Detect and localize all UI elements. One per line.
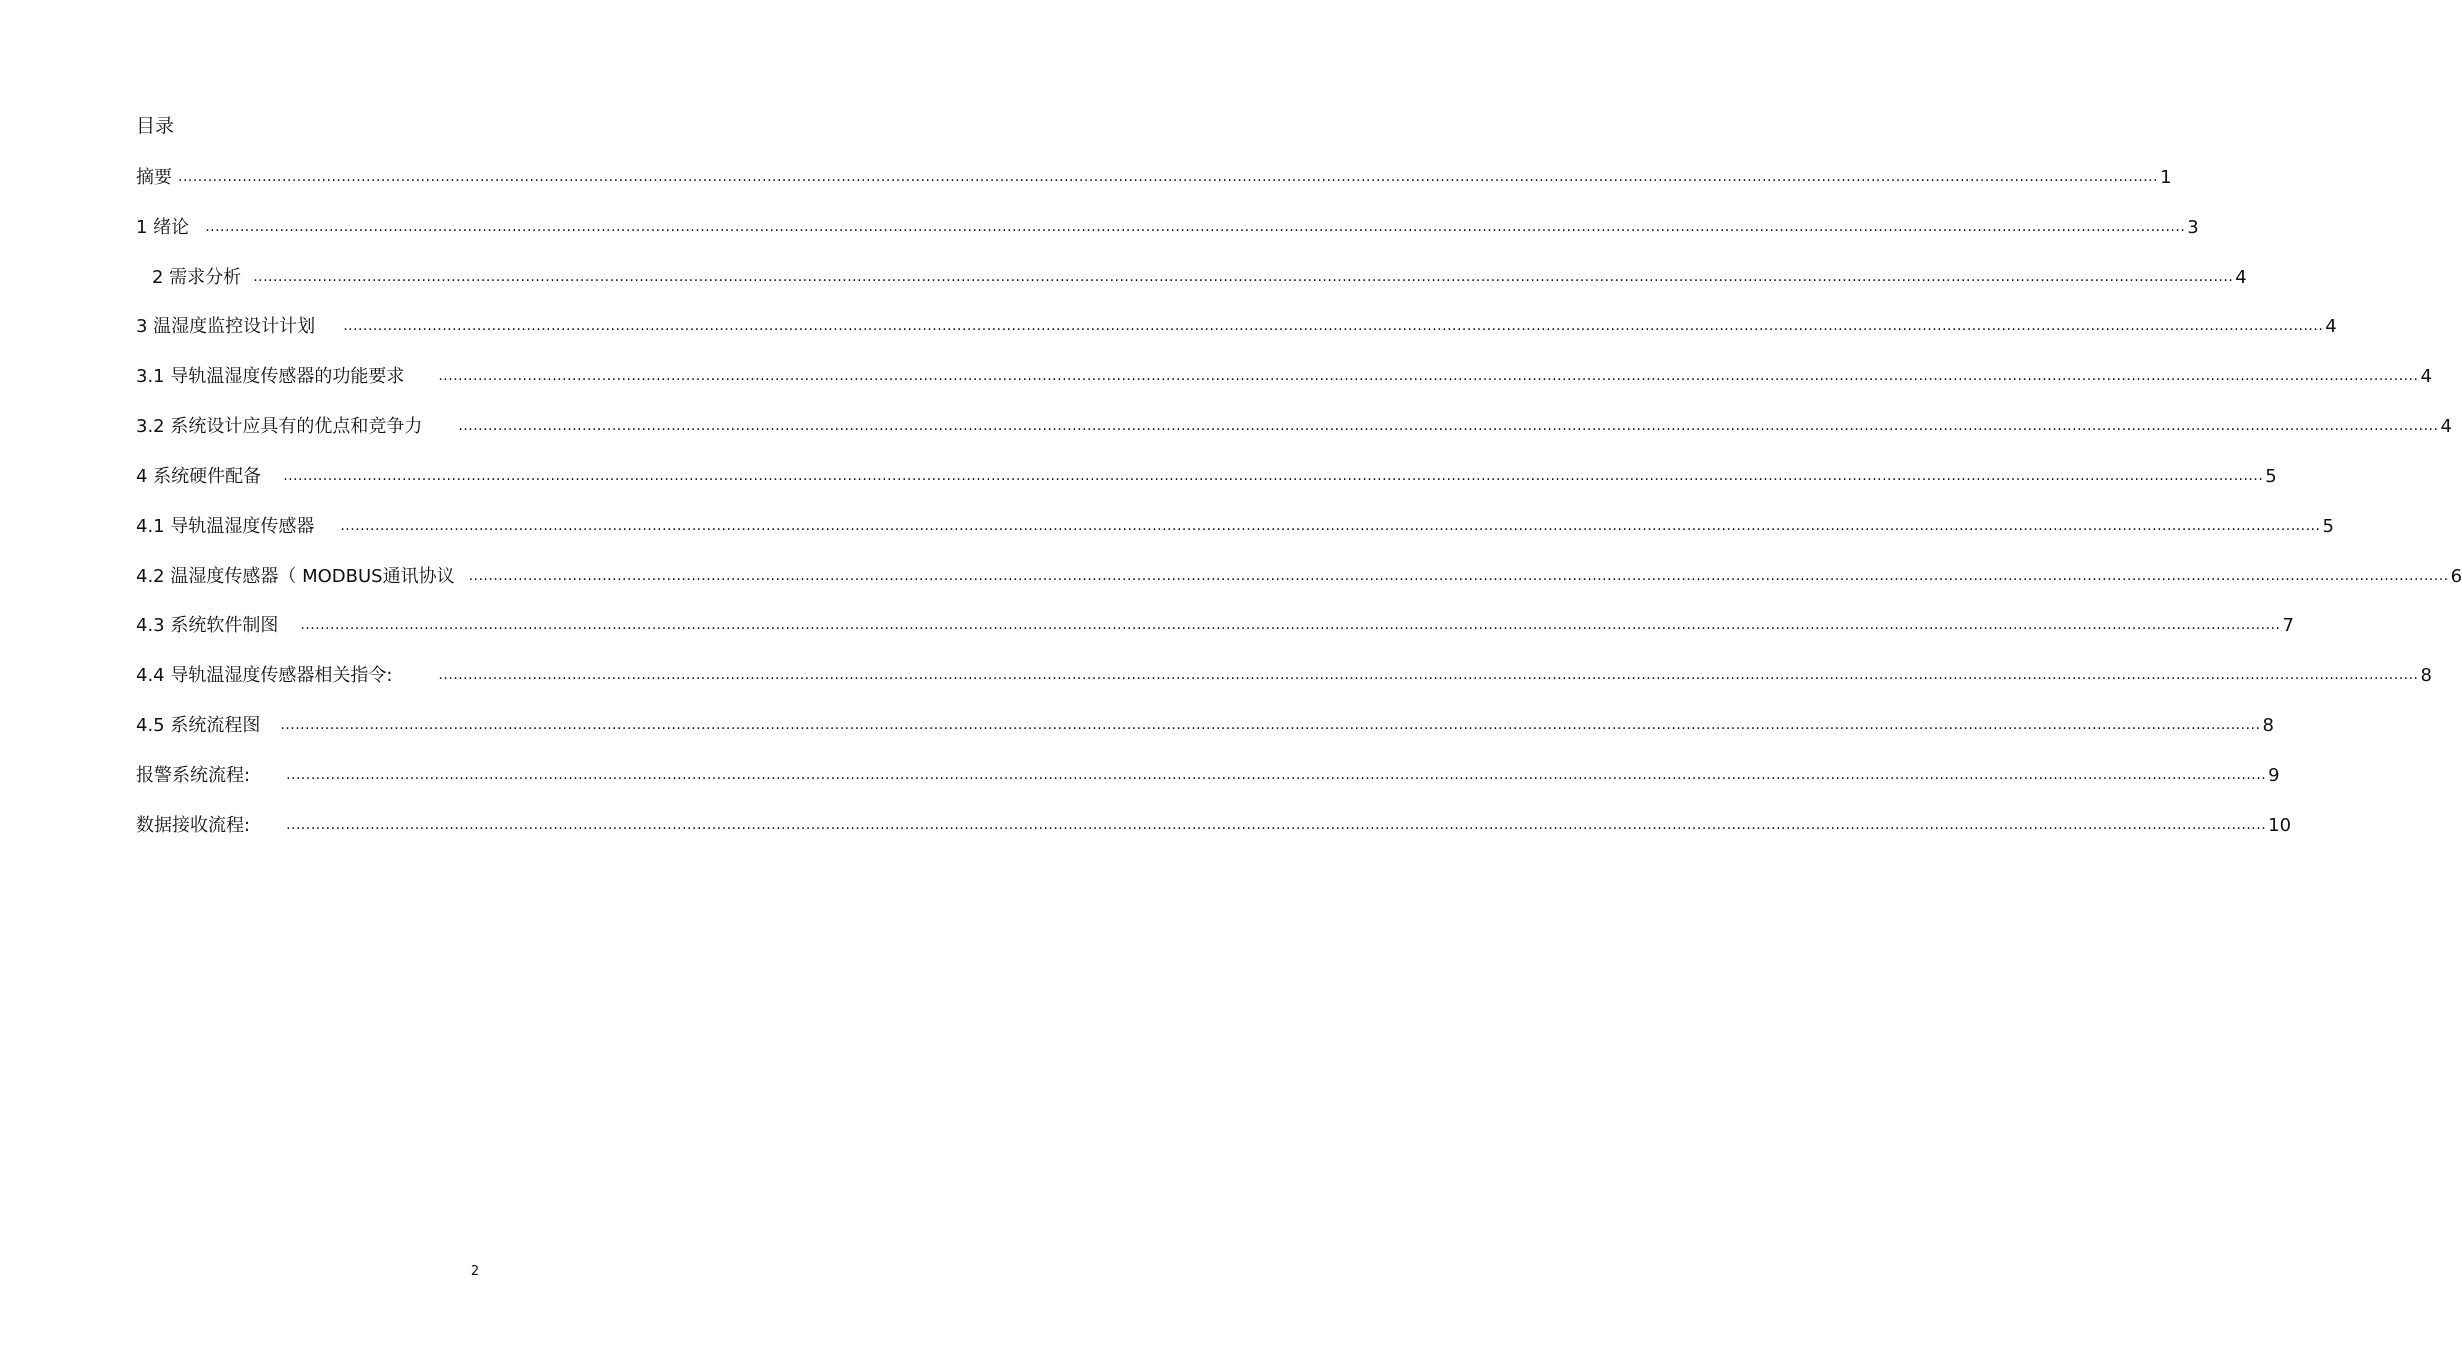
toc-entry-label: 4 系统硬件配备	[136, 466, 262, 487]
toc-dot-leader: ................................................................................................................................................................................................................................................................................................................................................................................................................	[340, 518, 2321, 534]
toc-entry-page: 4	[2420, 366, 2432, 387]
toc-entry-label: 3.1 导轨温湿度传感器的功能要求	[136, 366, 405, 387]
toc-dot-leader: ................................................................................................................................................................................................................................................................................................................................................................................................................	[178, 169, 2159, 185]
toc-entry-page: 9	[2268, 765, 2280, 786]
toc-entry[interactable]	[136, 712, 2274, 738]
toc-dot-leader: ................................................................................................................................................................................................................................................................................................................................................................................................................	[283, 468, 2264, 484]
toc-entry[interactable]	[136, 463, 2277, 489]
toc-entry-page: 5	[2322, 516, 2334, 537]
toc-entry-label: 4.4 导轨温湿度传感器相关指令:	[136, 665, 393, 686]
toc-entry-page: 6	[2450, 566, 2462, 587]
toc-dot-leader: ................................................................................................................................................................................................................................................................................................................................................................................................................	[343, 318, 2324, 334]
toc-dot-leader: ................................................................................................................................................................................................................................................................................................................................................................................................................	[468, 568, 2449, 584]
toc-entry-label: 摘要	[136, 167, 172, 188]
toc-title: 目录	[136, 115, 175, 137]
toc-entry[interactable]	[136, 313, 2337, 339]
toc-entry-label: 2 需求分析	[152, 267, 242, 288]
toc-entry-page: 3	[2187, 217, 2199, 238]
toc-dot-leader: ................................................................................................................................................................................................................................................................................................................................................................................................................	[205, 219, 2186, 235]
toc-entry-page: 4	[2235, 267, 2247, 288]
toc-entry-page: 4	[2440, 416, 2452, 437]
toc-entry[interactable]	[136, 363, 2432, 389]
toc-dot-leader: ................................................................................................................................................................................................................................................................................................................................................................................................................	[286, 817, 2267, 833]
toc-entry-label: 4.1 导轨温湿度传感器	[136, 516, 315, 537]
toc-dot-leader: ................................................................................................................................................................................................................................................................................................................................................................................................................	[300, 617, 2281, 633]
toc-dot-leader: ................................................................................................................................................................................................................................................................................................................................................................................................................	[438, 667, 2419, 683]
toc-entry[interactable]	[136, 563, 2462, 589]
toc-entry-label: 3 温湿度监控设计计划	[136, 316, 316, 337]
toc-entry[interactable]	[136, 164, 2172, 190]
toc-entry[interactable]	[136, 812, 2292, 838]
toc-entry[interactable]	[136, 612, 2294, 638]
toc-entry-page: 7	[2282, 615, 2294, 636]
toc-dot-leader: ................................................................................................................................................................................................................................................................................................................................................................................................................	[286, 767, 2267, 783]
toc-entry-label: 报警系统流程:	[136, 765, 251, 786]
toc-entry-page: 8	[2420, 665, 2432, 686]
toc-entry-label: 4.5 系统流程图	[136, 715, 261, 736]
toc-entry-page: 5	[2265, 466, 2277, 487]
toc-entry[interactable]	[136, 214, 2199, 240]
toc-entry[interactable]	[136, 413, 2452, 439]
toc-entry-page: 4	[2325, 316, 2337, 337]
toc-dot-leader: ................................................................................................................................................................................................................................................................................................................................................................................................................	[438, 368, 2419, 384]
toc-dot-leader: ................................................................................................................................................................................................................................................................................................................................................................................................................	[280, 717, 2261, 733]
toc-entry-label: 3.2 系统设计应具有的优点和竞争力	[136, 416, 423, 437]
toc-entry[interactable]	[136, 662, 2432, 688]
toc-dot-leader: ................................................................................................................................................................................................................................................................................................................................................................................................................	[253, 269, 2234, 285]
toc-entry-label: 4.3 系统软件制图	[136, 615, 279, 636]
toc-entry-label: 4.2 温湿度传感器（ MODBUS通讯协议	[136, 566, 455, 587]
toc-entry-label: 数据接收流程:	[136, 815, 251, 836]
toc-entry-page: 10	[2268, 815, 2292, 836]
toc-entry-page: 8	[2262, 715, 2274, 736]
page-number: 2	[470, 1264, 480, 1279]
toc-dot-leader: ................................................................................................................................................................................................................................................................................................................................................................................................................	[458, 418, 2439, 434]
toc-entry[interactable]	[136, 513, 2334, 539]
toc-entry[interactable]	[136, 762, 2280, 788]
toc-entry-page: 1	[2160, 167, 2172, 188]
toc-entry-label: 1 绪论	[136, 217, 190, 238]
toc-entry[interactable]	[152, 264, 2247, 290]
